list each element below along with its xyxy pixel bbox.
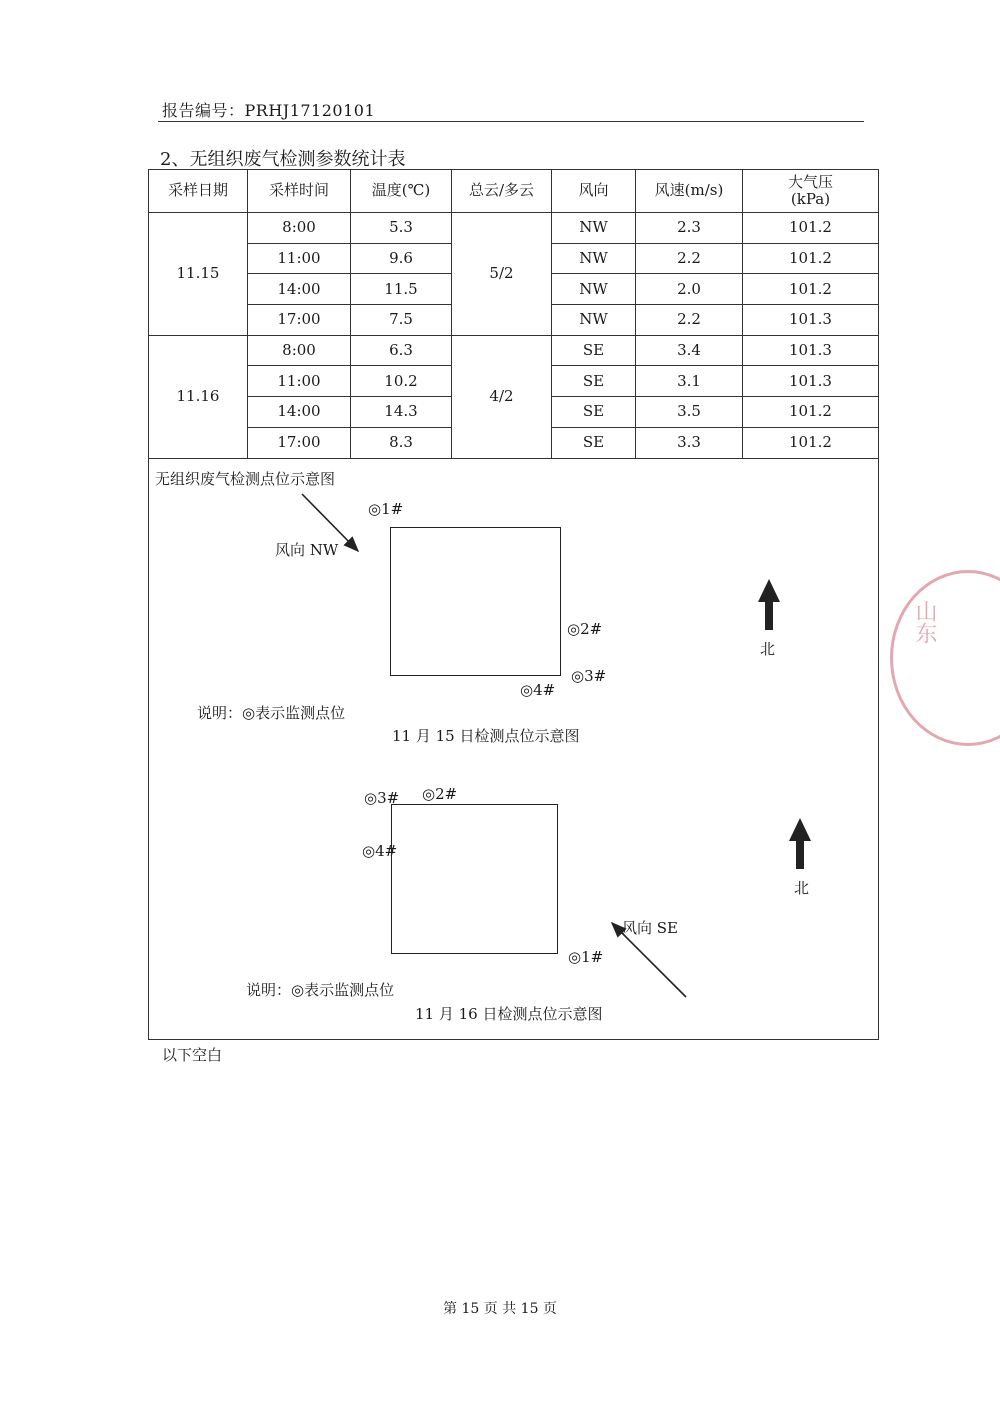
header-wind-speed: 风速(m/s) xyxy=(636,170,743,213)
wind-speed-cell: 2.2 xyxy=(636,243,743,274)
header-temp: 温度(℃) xyxy=(351,170,452,213)
wind-dir-cell: SE xyxy=(552,335,636,366)
legend-note: 说明：◎表示监测点位 xyxy=(246,981,395,999)
north-label: 北 xyxy=(760,640,776,658)
time-cell: 8:00 xyxy=(248,213,351,244)
header-pressure-label: 大气压 xyxy=(787,172,833,191)
wind-direction-label: 风向 SE xyxy=(622,919,678,937)
temp-cell: 8.3 xyxy=(351,427,452,458)
point-1: ◎1# xyxy=(568,948,604,966)
end-note: 以下空白 xyxy=(162,1046,223,1064)
page-footer: 第 15 页 共 15 页 xyxy=(443,1301,557,1317)
wind-dir-cell: NW xyxy=(552,243,636,274)
report-number-label: 报告编号： xyxy=(162,101,245,120)
temp-cell: 6.3 xyxy=(351,335,452,366)
header-pressure-unit: (kPa) xyxy=(790,190,831,208)
wind-dir-cell: SE xyxy=(552,427,636,458)
date-cell: 11.16 xyxy=(149,335,248,458)
time-cell: 14:00 xyxy=(248,397,351,428)
wind-dir-cell: SE xyxy=(552,366,636,397)
temp-cell: 9.6 xyxy=(351,243,452,274)
wind-speed-cell: 3.5 xyxy=(636,397,743,428)
north-arrow-icon xyxy=(758,579,780,630)
date-cell: 11.15 xyxy=(149,213,248,336)
wind-speed-cell: 2.0 xyxy=(636,274,743,305)
north-arrow-icon xyxy=(789,818,811,869)
point-2: ◎2# xyxy=(422,785,458,803)
wind-speed-cell: 3.3 xyxy=(636,427,743,458)
temp-cell: 5.3 xyxy=(351,213,452,244)
pressure-cell: 101.2 xyxy=(743,274,879,305)
north-label: 北 xyxy=(794,879,810,897)
time-cell: 17:00 xyxy=(248,305,351,336)
wind-dir-cell: NW xyxy=(552,305,636,336)
cloud-cell: 5/2 xyxy=(452,213,552,336)
pressure-cell: 101.3 xyxy=(743,366,879,397)
pressure-cell: 101.2 xyxy=(743,397,879,428)
wind-speed-cell: 3.4 xyxy=(636,335,743,366)
wind-dir-cell: SE xyxy=(552,397,636,428)
site-boundary xyxy=(391,804,558,954)
temp-cell: 10.2 xyxy=(351,366,452,397)
legend-note: 说明：◎表示监测点位 xyxy=(197,704,346,722)
wind-dir-cell: NW xyxy=(552,213,636,244)
wind-dir-cell: NW xyxy=(552,274,636,305)
wind-direction-label: 风向 NW xyxy=(275,541,339,559)
header-time: 采样时间 xyxy=(248,170,351,213)
header-date: 采样日期 xyxy=(149,170,248,213)
point-1: ◎1# xyxy=(368,500,404,518)
time-cell: 11:00 xyxy=(248,243,351,274)
header-cloud: 总云/多云 xyxy=(452,170,552,213)
temp-cell: 14.3 xyxy=(351,397,452,428)
diagram-title: 无组织废气检测点位示意图 xyxy=(155,470,336,488)
temp-cell: 11.5 xyxy=(351,274,452,305)
point-2: ◎2# xyxy=(567,620,603,638)
diagram-caption: 11 月 15 日检测点位示意图 xyxy=(392,727,580,745)
time-cell: 8:00 xyxy=(248,335,351,366)
point-4: ◎4# xyxy=(362,842,398,860)
seal-stamp-text: 山东 xyxy=(912,600,937,644)
wind-speed-cell: 3.1 xyxy=(636,366,743,397)
point-3: ◎3# xyxy=(364,789,400,807)
report-number-value: PRHJ17120101 xyxy=(244,101,376,120)
pressure-cell: 101.2 xyxy=(743,427,879,458)
pressure-cell: 101.2 xyxy=(743,243,879,274)
temp-cell: 7.5 xyxy=(351,305,452,336)
section-title: 2、无组织废气检测参数统计表 xyxy=(160,149,406,170)
point-4: ◎4# xyxy=(520,681,556,699)
point-3: ◎3# xyxy=(571,667,607,685)
pressure-cell: 101.3 xyxy=(743,335,879,366)
diagram-caption: 11 月 16 日检测点位示意图 xyxy=(415,1005,603,1023)
pressure-cell: 101.3 xyxy=(743,305,879,336)
time-cell: 11:00 xyxy=(248,366,351,397)
site-boundary xyxy=(390,527,561,676)
wind-speed-cell: 2.3 xyxy=(636,213,743,244)
time-cell: 14:00 xyxy=(248,274,351,305)
cloud-cell: 4/2 xyxy=(452,335,552,458)
header-wind-dir: 风向 xyxy=(552,170,636,213)
time-cell: 17:00 xyxy=(248,427,351,458)
pressure-cell: 101.2 xyxy=(743,213,879,244)
wind-speed-cell: 2.2 xyxy=(636,305,743,336)
